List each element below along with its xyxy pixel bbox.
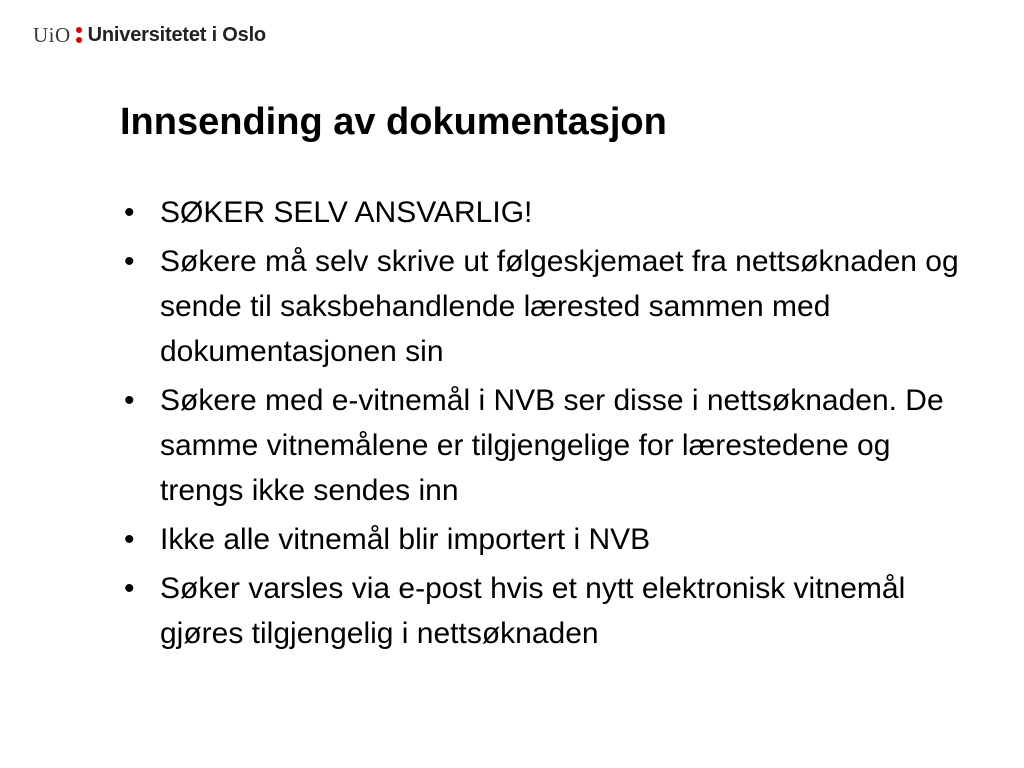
logo-dots-icon bbox=[76, 27, 82, 43]
bullet-item bbox=[124, 566, 964, 656]
uio-logo bbox=[33, 20, 266, 50]
bullet-item bbox=[124, 378, 964, 513]
slide-title: Innsending av dokumentasjon bbox=[120, 101, 667, 143]
bullet-item bbox=[124, 517, 964, 562]
bullet-text: Søkere med e-vitnemål i NVB ser disse i nettsøknaden. De samme vitnemålene er tilgjengelige for lærestedene og trengs ikke sendes inn bbox=[160, 384, 944, 507]
bullet-icon: • bbox=[124, 523, 135, 556]
logo-dot-bottom bbox=[76, 37, 82, 43]
logo-dot-top bbox=[76, 27, 82, 33]
bullet-text: Søkere må selv skrive ut følgeskjemaet fra nettsøknaden og sende til saksbehandlende lærested sammen med dokumentasjonen sin bbox=[160, 245, 959, 368]
bullet-icon: • bbox=[124, 572, 135, 605]
logo-mark: UiO bbox=[33, 22, 71, 47]
bullet-list bbox=[124, 190, 964, 660]
logo-university-name: Universitetet i Oslo bbox=[87, 23, 266, 46]
bullet-icon: • bbox=[124, 245, 135, 278]
bullet-item bbox=[124, 239, 964, 374]
bullet-icon: • bbox=[124, 384, 135, 417]
bullet-text: Ikke alle vitnemål blir importert i NVB bbox=[160, 523, 651, 556]
bullet-item bbox=[124, 190, 964, 235]
bullet-text: SØKER SELV ANSVARLIG! bbox=[160, 196, 533, 229]
bullet-icon: • bbox=[124, 196, 135, 229]
bullet-text: Søker varsles via e-post hvis et nytt elektronisk vitnemål gjøres tilgjengelig i nettsøknaden bbox=[160, 572, 906, 650]
